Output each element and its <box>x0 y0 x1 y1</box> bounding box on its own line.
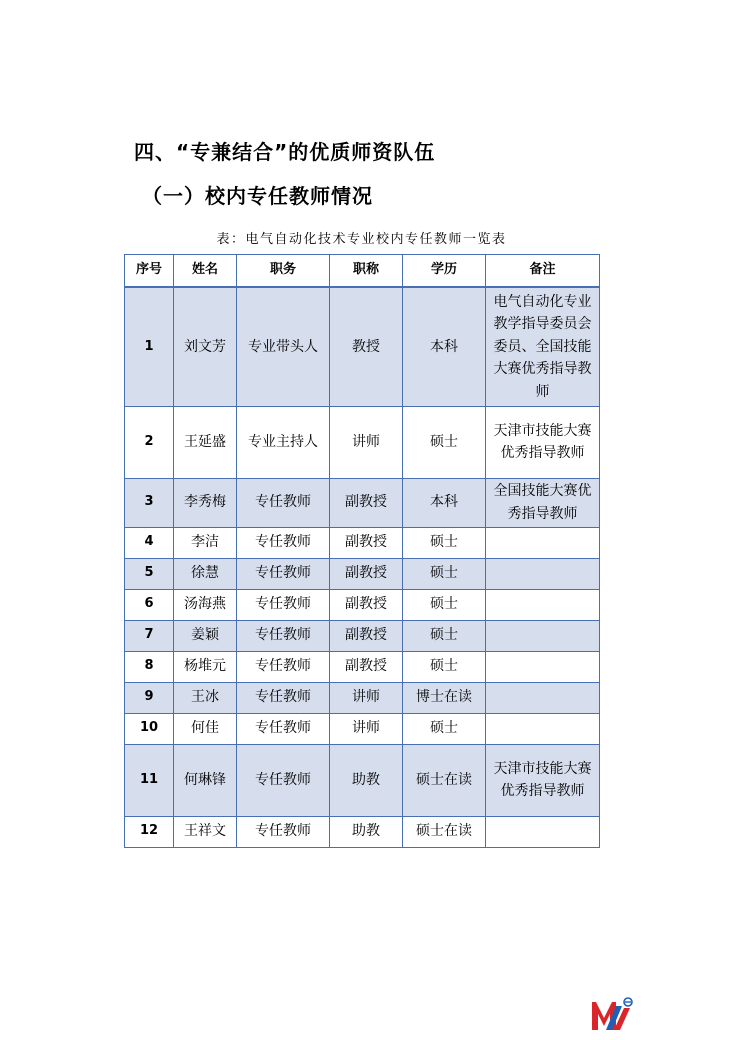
cell-education: 硕士在读 <box>403 744 486 816</box>
cell-name: 王祥文 <box>174 816 237 847</box>
cell-note <box>486 651 600 682</box>
cell-seq: 11 <box>125 744 174 816</box>
cell-title: 讲师 <box>330 406 403 478</box>
table-row <box>125 478 600 527</box>
cell-title: 讲师 <box>330 713 403 744</box>
table-row <box>125 816 600 847</box>
table-row <box>125 620 600 651</box>
cell-education: 硕士 <box>403 558 486 589</box>
school-logo-icon <box>590 996 634 1032</box>
cell-duty: 专任教师 <box>237 816 330 847</box>
cell-duty: 专任教师 <box>237 620 330 651</box>
cell-name: 李秀梅 <box>174 478 237 527</box>
cell-duty: 专业带头人 <box>237 287 330 406</box>
cell-title: 助教 <box>330 744 403 816</box>
cell-note <box>486 558 600 589</box>
cell-duty: 专任教师 <box>237 651 330 682</box>
cell-name: 王冰 <box>174 682 237 713</box>
cell-note: 天津市技能大赛优秀指导教师 <box>486 744 600 816</box>
cell-name: 何佳 <box>174 713 237 744</box>
table-row <box>125 406 600 478</box>
cell-duty: 专任教师 <box>237 744 330 816</box>
cell-title: 副教授 <box>330 620 403 651</box>
cell-name: 李洁 <box>174 527 237 558</box>
cell-seq: 12 <box>125 816 174 847</box>
table-row <box>125 744 600 816</box>
cell-title: 副教授 <box>330 527 403 558</box>
cell-name: 何琳锋 <box>174 744 237 816</box>
cell-note: 电气自动化专业教学指导委员会委员、全国技能大赛优秀指导教师 <box>486 287 600 406</box>
cell-note <box>486 589 600 620</box>
header-education: 学历 <box>403 255 486 288</box>
cell-duty: 专任教师 <box>237 527 330 558</box>
cell-seq: 7 <box>125 620 174 651</box>
table-header-row <box>125 255 600 288</box>
subsection-heading: （一）校内专任教师情况 <box>142 184 373 208</box>
table-caption: 表：电气自动化技术专业校内专任教师一览表 <box>216 232 507 247</box>
cell-note <box>486 816 600 847</box>
table-row <box>125 713 600 744</box>
table-row <box>125 287 600 406</box>
cell-note: 全国技能大赛优秀指导教师 <box>486 478 600 527</box>
cell-title: 副教授 <box>330 589 403 620</box>
cell-title: 副教授 <box>330 478 403 527</box>
cell-note <box>486 527 600 558</box>
header-duty: 职务 <box>237 255 330 288</box>
table-row <box>125 682 600 713</box>
cell-name: 王延盛 <box>174 406 237 478</box>
cell-duty: 专任教师 <box>237 478 330 527</box>
header-name: 姓名 <box>174 255 237 288</box>
cell-name: 刘文芳 <box>174 287 237 406</box>
table-row <box>125 589 600 620</box>
section-heading: 四、“专兼结合”的优质师资队伍 <box>134 140 436 164</box>
cell-note <box>486 682 600 713</box>
cell-name: 杨堆元 <box>174 651 237 682</box>
cell-seq: 5 <box>125 558 174 589</box>
cell-education: 本科 <box>403 287 486 406</box>
cell-seq: 3 <box>125 478 174 527</box>
cell-title: 副教授 <box>330 651 403 682</box>
cell-duty: 专任教师 <box>237 682 330 713</box>
cell-seq: 1 <box>125 287 174 406</box>
table-row <box>125 558 600 589</box>
cell-seq: 10 <box>125 713 174 744</box>
cell-education: 硕士 <box>403 406 486 478</box>
cell-duty: 专业主持人 <box>237 406 330 478</box>
cell-title: 讲师 <box>330 682 403 713</box>
cell-education: 博士在读 <box>403 682 486 713</box>
cell-name: 姜颖 <box>174 620 237 651</box>
cell-note: 天津市技能大赛优秀指导教师 <box>486 406 600 478</box>
cell-name: 徐慧 <box>174 558 237 589</box>
cell-duty: 专任教师 <box>237 558 330 589</box>
cell-education: 硕士 <box>403 620 486 651</box>
cell-education: 本科 <box>403 478 486 527</box>
cell-education: 硕士 <box>403 713 486 744</box>
header-note: 备注 <box>486 255 600 288</box>
cell-note <box>486 620 600 651</box>
table-row <box>125 651 600 682</box>
cell-note <box>486 713 600 744</box>
cell-duty: 专任教师 <box>237 589 330 620</box>
header-seq: 序号 <box>125 255 174 288</box>
cell-title: 副教授 <box>330 558 403 589</box>
header-title: 职称 <box>330 255 403 288</box>
cell-education: 硕士 <box>403 651 486 682</box>
cell-name: 汤海燕 <box>174 589 237 620</box>
cell-seq: 9 <box>125 682 174 713</box>
table-row <box>125 527 600 558</box>
cell-education: 硕士在读 <box>403 816 486 847</box>
cell-seq: 8 <box>125 651 174 682</box>
cell-title: 助教 <box>330 816 403 847</box>
cell-education: 硕士 <box>403 589 486 620</box>
cell-education: 硕士 <box>403 527 486 558</box>
staff-table <box>124 254 600 848</box>
cell-title: 教授 <box>330 287 403 406</box>
cell-duty: 专任教师 <box>237 713 330 744</box>
cell-seq: 6 <box>125 589 174 620</box>
cell-seq: 2 <box>125 406 174 478</box>
cell-seq: 4 <box>125 527 174 558</box>
